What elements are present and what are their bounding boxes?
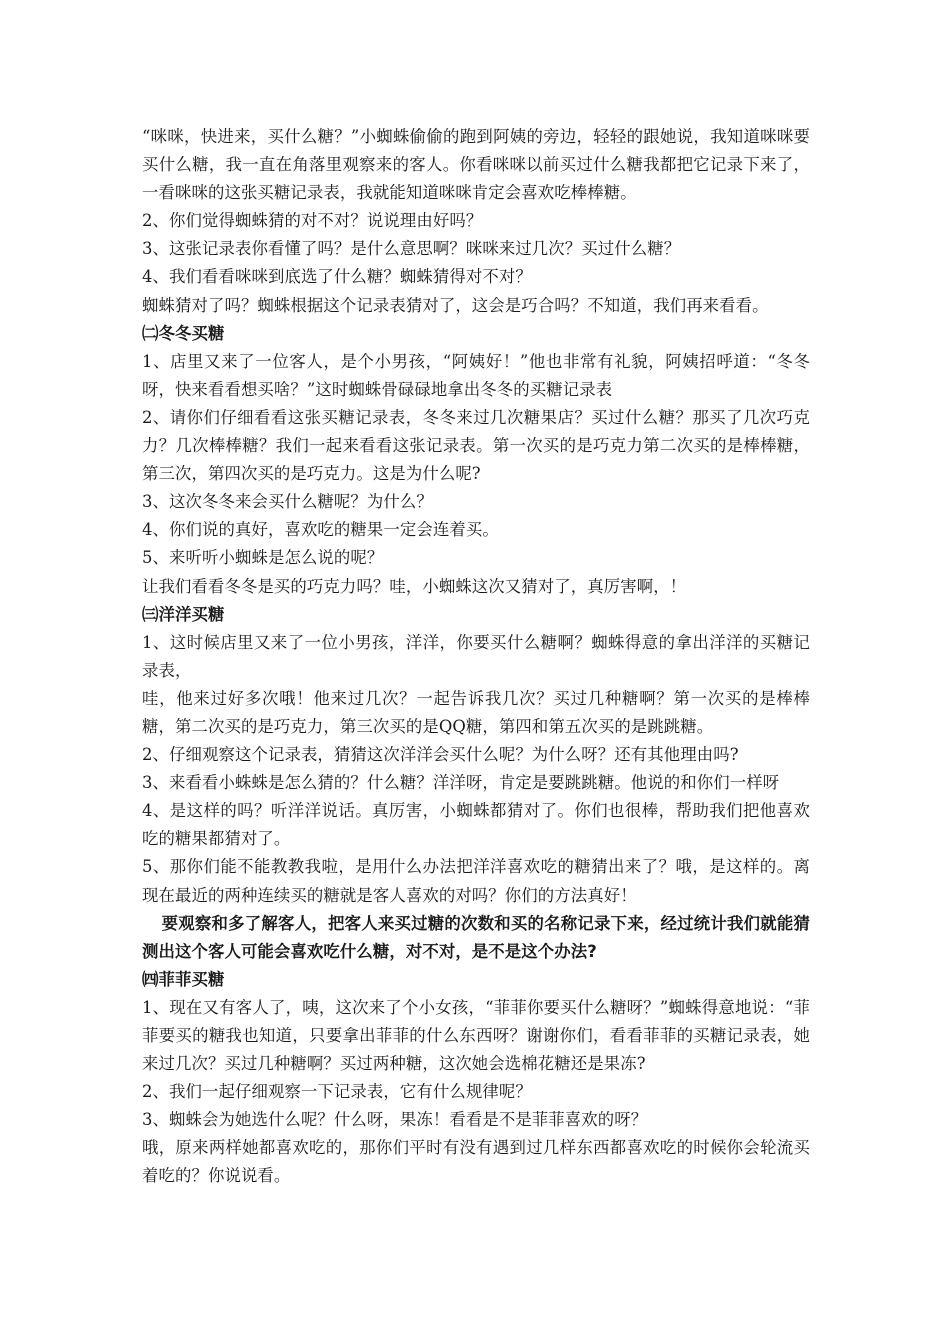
paragraph-feifei-2: 2、我们一起仔细观察一下记录表，它有什么规律呢？ bbox=[142, 1082, 532, 1102]
paragraph-yangyang-1b: 哇，他来过好多次哦！他来过几次？一起告诉我几次？买过几种糖啊？第一次买的是棒棒糖，第二次买的是巧克力，第三次买的是QQ糖，第四和第五次买的是跳跳糖。 bbox=[142, 688, 810, 736]
section-heading-yangyang: ㈢洋洋买糖 bbox=[142, 604, 225, 624]
paragraph-feifei-1: 1、现在又有客人了，咦，这次来了个小女孩，“菲菲你要买什么糖呀？”蜘蛛得意地说：“菲菲要买的糖我也知道，只要拿出菲菲的什么东西呀？谢谢你们，看看菲菲的买糖记录表，她来过几次？买过几种糖啊？买过两种糖，这次她会选棉花糖还是果冻? bbox=[142, 997, 810, 1074]
paragraph-intro: “咪咪，快进来，买什么糖？”小蜘蛛偷偷的跑到阿姨的旁边，轻轻的跟她说，我知道咪咪要买什么糖，我一直在角落里观察来的客人。你看咪咪以前买过什么糖我都把它记录下来了，一看咪咪的这张买糖记录表，我就能知道咪咪肯定会喜欢吃棒棒糖。 bbox=[142, 127, 810, 203]
section-heading-feifei: ㈣菲菲买糖 bbox=[142, 969, 225, 989]
paragraph-yangyang-3: 3、来看看小蛛蛛是怎么猜的？什么糖？洋洋呀，肯定是要跳跳糖。他说的和你们一样呀 bbox=[142, 773, 780, 793]
paragraph-dongdong-4: 4、你们说的真好，喜欢吃的糖果一定会连着买。 bbox=[142, 520, 499, 540]
paragraph-question-4: 4、我们看看咪咪到底选了什么糖？蜘蛛猜得对不对？ bbox=[142, 267, 532, 287]
paragraph-summary: 蜘蛛猜对了吗？蜘蛛根据这个记录表猜对了，这会是巧合吗？不知道，我们再来看看。 bbox=[142, 295, 769, 315]
paragraph-feifei-summary: 哦，原来两样她都喜欢吃的，那你们平时有没有遇到过几样东西都喜欢吃的时候你会轮流买着吃的？你说说看。 bbox=[142, 1138, 810, 1186]
paragraph-yangyang-2: 2、仔细观察这个记录表，猜猜这次洋洋会买什么呢？为什么呀？还有其他理由吗? bbox=[142, 745, 739, 765]
paragraph-dongdong-summary: 让我们看看冬冬是买的巧克力吗？哇，小蜘蛛这次又猜对了，真厉害啊，！ bbox=[142, 576, 687, 596]
document-body bbox=[142, 123, 810, 1191]
paragraph-key-method: 要观察和多了解客人，把客人来买过糖的次数和买的名称记录下来，经过统计我们就能猜测出这个客人可能会喜欢吃什么糖，对不对，是不是这个办法? bbox=[142, 913, 810, 961]
paragraph-dongdong-2: 2、请你们仔细看看这张买糖记录表，冬冬来过几次糖果店？买过什么糖？那买了几次巧克力？几次棒棒糖？我们一起来看看这张记录表。第一次买的是巧克力第二次买的是棒棒糖，第三次，第四次买的是巧克力。这是为什么呢? bbox=[142, 407, 810, 484]
paragraph-dongdong-5: 5、来听听小蜘蛛是怎么说的呢？ bbox=[142, 548, 384, 568]
section-heading-dongdong: ㈡冬冬买糖 bbox=[142, 323, 225, 343]
paragraph-feifei-3: 3、蜘蛛会为她选什么呢？什么呀，果冻！看看是不是菲菲喜欢的呀？ bbox=[142, 1110, 648, 1130]
paragraph-dongdong-3: 3、这次冬冬来会买什么糖呢？为什么？ bbox=[142, 492, 433, 512]
paragraph-question-3: 3、这张记录表你看懂了吗？是什么意思啊？咪咪来过几次？买过什么糖？ bbox=[142, 239, 681, 259]
paragraph-yangyang-4: 4、是这样的吗？听洋洋说话。真厉害，小蜘蛛都猜对了。你们也很棒，帮助我们把他喜欢吃的糖果都猜对了。 bbox=[142, 801, 810, 849]
paragraph-yangyang-5: 5、那你们能不能教教我啦，是用什么办法把洋洋喜欢吃的糖猜出来了？哦，是这样的。离现在最近的两种连续买的糖就是客人喜欢的对吗？你们的方法真好！ bbox=[142, 857, 810, 905]
paragraph-yangyang-1: 1、这时候店里又来了一位小男孩，洋洋，你要买什么糖啊？蜘蛛得意的拿出洋洋的买糖记录表， bbox=[142, 632, 810, 680]
paragraph-question-2: 2、你们觉得蜘蛛猜的对不对？说说理由好吗？ bbox=[142, 211, 483, 231]
paragraph-dongdong-1: 1、店里又来了一位客人，是个小男孩，“阿姨好！”他也非常有礼貌，阿姨招呼道：“冬冬呀，快来看看想买啥？”这时蜘蛛骨碌碌地拿出冬冬的买糖记录表 bbox=[142, 351, 810, 399]
